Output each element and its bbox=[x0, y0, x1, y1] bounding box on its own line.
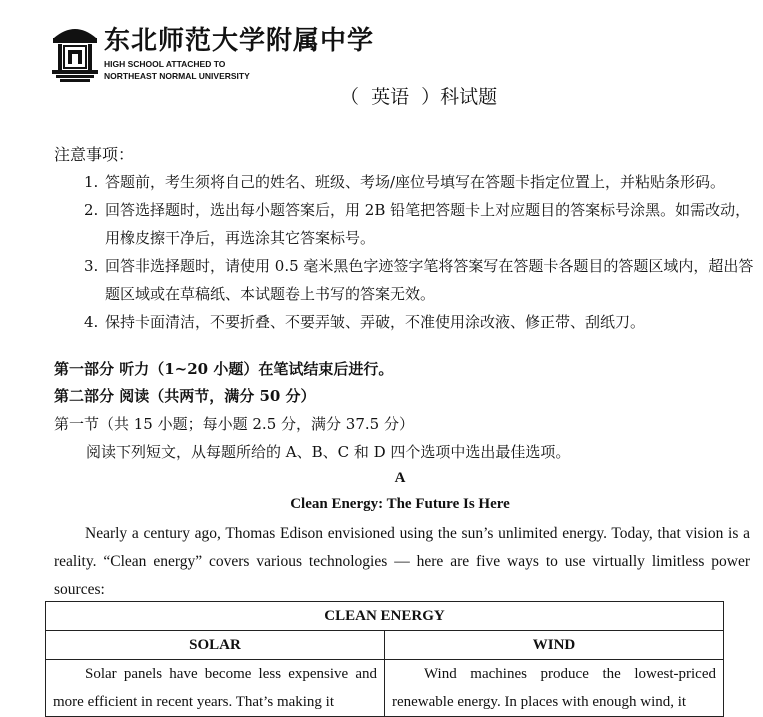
part2-heading: 第二部分 阅读（共两节，满分 50 分） bbox=[54, 387, 316, 405]
school-name-en-line1: HIGH SCHOOL ATTACHED TO bbox=[104, 59, 226, 69]
exam-title: （ 英语 ）科试题 bbox=[340, 86, 498, 108]
table-cell-solar: Solar panels have become less expensive and more efficient in recent years. That’s making it bbox=[46, 660, 385, 717]
note-item bbox=[84, 196, 754, 252]
passage-title: Clean Energy: The Future Is Here bbox=[290, 496, 510, 512]
notes-heading: 注意事项： bbox=[54, 145, 135, 164]
note-text: 答题前，考生须将自己的姓名、班级、考场/座位号填写在答题卡指定位置上，并粘贴条形码。 bbox=[105, 173, 726, 191]
table-title: CLEAN ENERGY bbox=[46, 602, 724, 631]
school-emblem-icon bbox=[50, 18, 100, 86]
school-name-cn: 东北师范大学附属中学 bbox=[104, 26, 375, 56]
notes-list bbox=[84, 168, 754, 336]
clean-energy-table bbox=[45, 601, 724, 717]
school-name-en-line2: NORTHEAST NORMAL UNIVERSITY bbox=[104, 71, 250, 81]
note-item bbox=[84, 252, 754, 308]
reading-instruction: 阅读下列短文，从每题所给的 A、B、C 和 D 四个选项中选出最佳选项。 bbox=[86, 443, 571, 461]
note-number: 4. bbox=[84, 313, 99, 331]
note-text: 保持卡面清洁，不要折叠、不要弄皱、弄破，不准使用涂改液、修正带、刮纸刀。 bbox=[105, 313, 646, 331]
passage-intro: Nearly a century ago, Thomas Edison envisioned using the sun’s unlimited energy. Today, that vision is a reality. “Clean energy” covers various technologies — here are five ways to use virtually limitless power sources: bbox=[54, 525, 750, 598]
note-number: 2. bbox=[84, 201, 99, 219]
note-number: 1. bbox=[84, 173, 99, 191]
table-cell-wind: Wind machines produce the lowest-priced renewable energy. In places with enough wind, it bbox=[385, 660, 724, 717]
note-item bbox=[84, 308, 754, 336]
part1-heading: 第一部分 听力（1~20 小题）在笔试结束后进行。 bbox=[54, 360, 394, 378]
passage-letter: A bbox=[394, 470, 406, 486]
note-text: 回答非选择题时，请使用 0.5 毫米黑色字迹签字笔将答案写在答题卡各题目的答题区域内，超出答题区域或在草稿纸、本试题卷上书写的答案无效。 bbox=[105, 257, 754, 303]
note-number: 3. bbox=[84, 257, 99, 275]
table-header-wind: WIND bbox=[385, 631, 724, 660]
school-header bbox=[50, 18, 375, 88]
school-name-en bbox=[104, 58, 250, 82]
note-item bbox=[84, 168, 754, 196]
table-header-solar: SOLAR bbox=[46, 631, 385, 660]
section1-heading: 第一节（共 15 小题；每小题 2.5 分，满分 37.5 分） bbox=[54, 415, 414, 433]
note-text: 回答选择题时，选出每小题答案后，用 2B 铅笔把答题卡上对应题目的答案标号涂黑。如需改动，用橡皮擦干净后，再选涂其它答案标号。 bbox=[105, 201, 751, 247]
